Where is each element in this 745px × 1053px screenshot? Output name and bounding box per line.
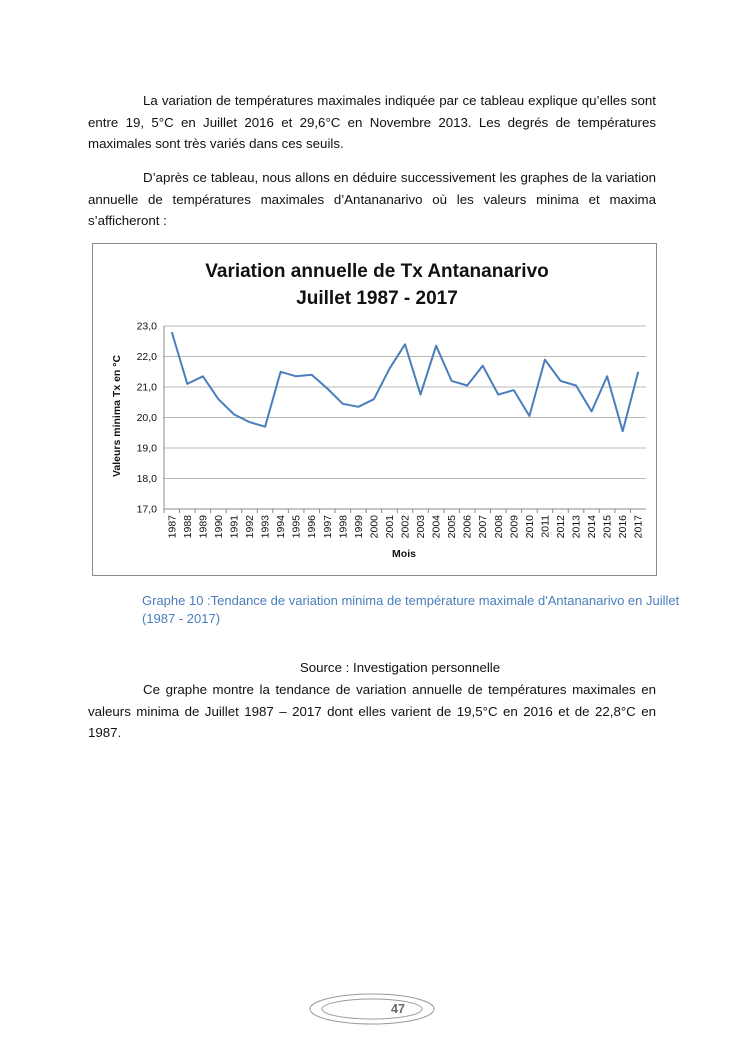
gridlines bbox=[164, 326, 646, 509]
paragraph-intro: La variation de températures maximales indiquée par ce tableau explique qu’elles sont entre 19, 5°C en Juillet 2016 et 29,6°C en Novembre 2013. Les degrés de températures maximales sont très variés dans ces seuils. bbox=[88, 93, 656, 151]
y-tick-label: 19,0 bbox=[136, 442, 157, 455]
y-tick-label: 20,0 bbox=[136, 412, 157, 424]
x-tick-label: 1994 bbox=[275, 515, 288, 539]
x-tick-label: 1998 bbox=[337, 515, 350, 539]
y-axis-label: Valeurs minima Tx en °C bbox=[111, 354, 123, 478]
figure-caption: Graphe 10 :Tendance de variation minima de température maximale d'Antananarivo en Juillet (1987 - 2017) bbox=[142, 593, 680, 626]
y-tick-label: 23,0 bbox=[136, 320, 157, 333]
page-number-badge bbox=[308, 992, 436, 1026]
series-line bbox=[172, 332, 638, 431]
chart-container bbox=[92, 243, 657, 576]
line-chart bbox=[93, 244, 656, 575]
paragraph-conclusion: Ce graphe montre la tendance de variation annuelle de températures maximales en valeurs minima de Juillet 1987 – 2017 dont elles varient de 19,5°C en 2016 et de 22,8°C en 1987. bbox=[88, 682, 656, 740]
x-tick-label: 1990 bbox=[212, 515, 225, 539]
chart-subtitle: Juillet 1987 - 2017 bbox=[296, 288, 458, 309]
x-tick-label: 2014 bbox=[586, 515, 599, 539]
x-tick-label: 2005 bbox=[446, 515, 459, 539]
x-tick-label: 1991 bbox=[228, 515, 241, 539]
x-tick-label: 2010 bbox=[523, 515, 536, 539]
x-tick-label: 1993 bbox=[259, 515, 272, 539]
x-tick-label: 2007 bbox=[477, 515, 490, 539]
paragraph-graph-announcement: D’après ce tableau, nous allons en déduire successivement les graphes de la variation annuelle de températures maximales d’Antananarivo où les valeurs minima et maxima s’afficheront : bbox=[88, 170, 656, 228]
y-tick-label: 22,0 bbox=[136, 351, 157, 363]
x-tick-label: 1995 bbox=[290, 515, 303, 539]
x-tick-label: 2017 bbox=[632, 515, 645, 539]
x-tick-label: 2013 bbox=[570, 515, 583, 539]
x-tick-label: 1999 bbox=[352, 515, 365, 539]
x-tick-label: 2004 bbox=[430, 515, 443, 539]
x-tick-label: 2011 bbox=[539, 515, 552, 538]
page-number: 47 bbox=[391, 1002, 405, 1016]
x-tick-label: 2000 bbox=[368, 515, 381, 539]
x-tick-label: 2012 bbox=[554, 515, 567, 539]
y-tick-label: 21,0 bbox=[136, 381, 157, 394]
x-tick-label: 1988 bbox=[181, 515, 194, 539]
x-axis-ticks bbox=[164, 509, 645, 538]
x-tick-label: 1996 bbox=[306, 515, 319, 539]
x-tick-label: 2015 bbox=[601, 515, 614, 539]
source-note: Source : Investigation personnelle bbox=[299, 660, 501, 675]
x-tick-label: 1989 bbox=[197, 515, 210, 539]
x-tick-label: 2003 bbox=[415, 515, 428, 539]
x-tick-label: 2006 bbox=[461, 515, 474, 539]
x-tick-label: 2002 bbox=[399, 515, 412, 539]
x-tick-label: 2008 bbox=[492, 515, 505, 539]
x-tick-label: 2009 bbox=[508, 515, 521, 539]
y-tick-label: 17,0 bbox=[136, 503, 157, 516]
x-tick-label: 1987 bbox=[166, 515, 179, 539]
chart-title: Variation annuelle de Tx Antananarivo bbox=[205, 261, 549, 282]
x-tick-label: 1992 bbox=[244, 515, 257, 539]
y-axis-ticks bbox=[137, 321, 158, 516]
x-axis-label: Mois bbox=[392, 548, 416, 560]
x-tick-label: 2001 bbox=[383, 515, 396, 539]
y-tick-label: 18,0 bbox=[136, 473, 157, 485]
x-tick-label: 1997 bbox=[321, 515, 334, 539]
x-tick-label: 2016 bbox=[617, 515, 630, 539]
